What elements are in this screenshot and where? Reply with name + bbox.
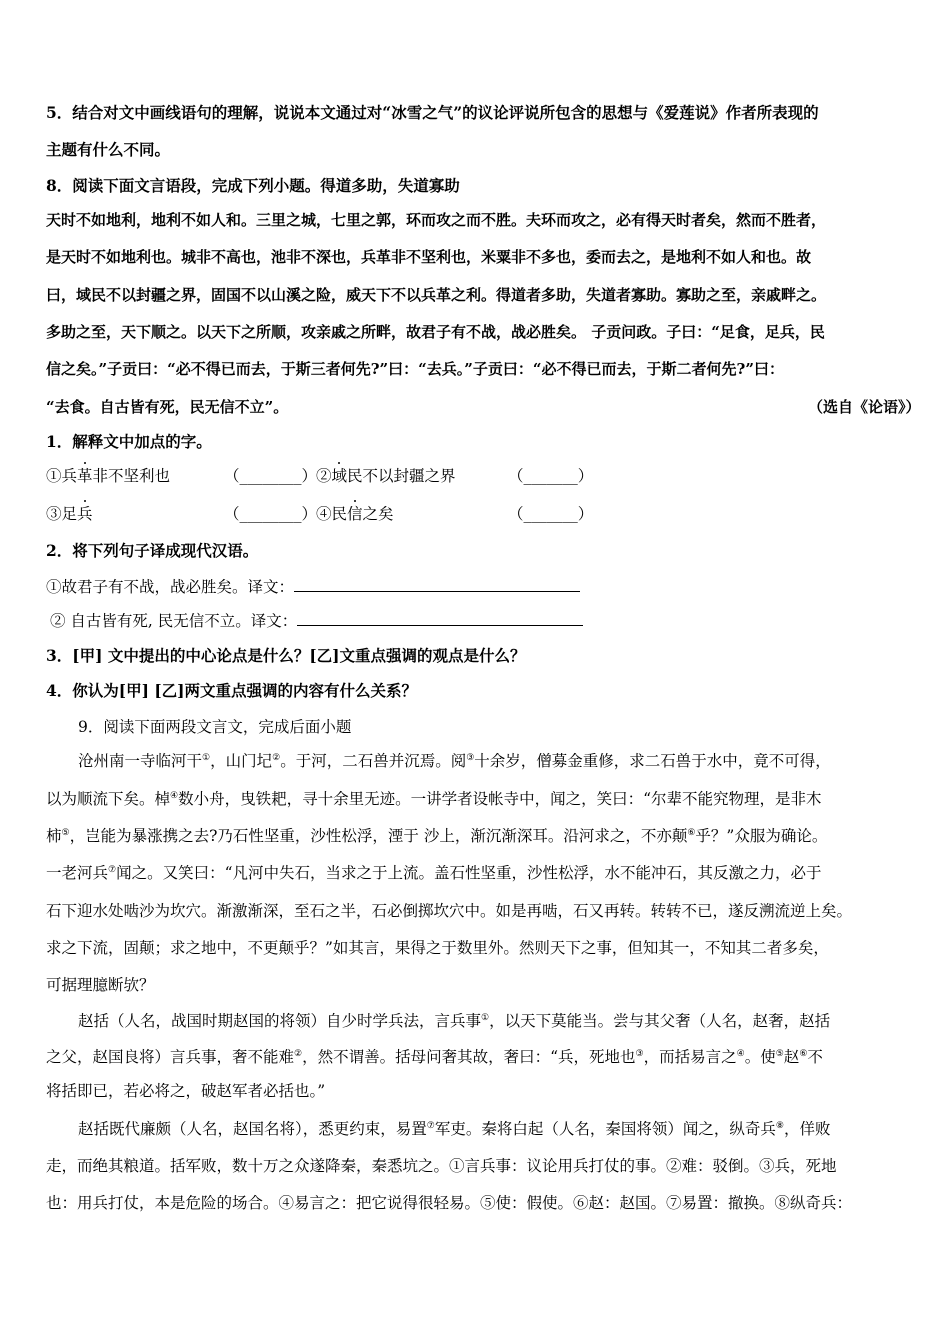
q5-line2: 主题有什么不同。 xyxy=(46,140,171,159)
q8-passage-line: 信之矣。”子贡曰：“必不得已而去，于斯三者何先?”曰：“去兵。”子贡曰：“必不得已而去，于斯二者何先?”曰： xyxy=(46,360,784,378)
q9-p3-line: 也：用兵打仗，本是危险的场合。④易言之：把它说得很轻易。⑤使：假使。⑥赵：赵国。⑦易置：撤换。⑧纵奇兵： xyxy=(46,1194,853,1212)
q9-p1-line: 石下迎水处啮沙为坎穴。渐激渐深，至石之半，石必倒掷坎穴中。如是再啮，石又再转。转转不已，遂反溯流逆上矣。 xyxy=(46,902,853,920)
q9-p1-line: 柿⑤，岂能为暴涨携之去?乃石性坚重，沙性松浮，湮于 沙上，渐沉渐深耳。沿河求之，不亦颠⑥乎？”众服为确论。 xyxy=(46,827,828,845)
q9-p1-line: 可据理臆断欤？ xyxy=(46,976,155,994)
q9-p3-line: 走，而绝其粮道。括军败，数十万之众遂降秦，秦悉坑之。①言兵事：议论用兵打仗的事。②难：驳倒。③兵，死地 xyxy=(46,1157,837,1175)
q8-sub1-item: ③足兵 xyxy=(46,505,93,523)
q8-source: （选自《论语》） xyxy=(808,398,921,416)
q8-sub2-title: 2．将下列句子译成现代汉语。 xyxy=(46,541,259,560)
q8-passage-line: 天时不如地利，地利不如人和。三里之城，七里之郭，环而攻之而不胜。夫环而攻之，必有得天时者矣，然而不胜者， xyxy=(46,211,827,229)
q8-passage-line: 多助之至，天下顺之。以天下之所顺，攻亲戚之所畔，故君子有不战，战必胜矣。 子贡问政。子曰：“足食，足兵，民 xyxy=(46,323,825,341)
q8-passage-line: 是天时不如地利也。城非不高也，池非不深也，兵革非不坚利也，米粟非不多也，委而去之，是地利不如人和也。故 xyxy=(46,248,812,266)
q9-p1-line: 一老河兵⑦闻之。又笑曰：“凡河中失石，当求之于上流。盖石性坚重，沙性松浮，水不能冲石，其反激之力，必于 xyxy=(46,864,822,882)
q8-passage-line xyxy=(46,396,921,418)
q8-passage-line: 曰，域民不以封疆之界，固国不以山溪之险，威天下不以兵革之利。得道者多助，失道者寡助。寡助之至，亲戚畔之。 xyxy=(46,286,827,304)
q9-p2-line: 将括即已，若必将之，破赵军者必括也。” xyxy=(46,1082,326,1100)
q8-sub1-item: ②域民不以封疆之界 xyxy=(316,467,456,485)
q8-sub1-answer-blank[interactable]: （________） xyxy=(224,505,318,523)
q8-sub1-answer-blank[interactable]: （_______） xyxy=(508,505,594,523)
q9-p1-line: 以为顺流下矣。棹④数小舟，曳铁耙，寻十余里无迹。一讲学者设帐寺中，闻之，笑曰：“尔辈不能究物理，是非木 xyxy=(46,790,822,808)
q8-sub1-title: 1．解释文中加点的字。 xyxy=(46,432,212,451)
q8-sub2-sentence-text: ② 自古皆有死, 民无信不立。译文： xyxy=(50,612,298,630)
q8-passage-last: “去食。自古皆有死，民无信不立”。 xyxy=(46,398,289,416)
q8-sub1-item: ④民信之矣 xyxy=(316,505,394,523)
translation-line[interactable] xyxy=(297,610,583,626)
q8-sub4: 4．你认为[甲] [乙]两文重点强调的内容有什么关系？ xyxy=(46,681,418,700)
q9-p1-line: 求之下流，固颠；求之地中，不更颠乎？”如其言，果得之于数里外。然则天下之事，但知其一，不知其二者多矣， xyxy=(46,939,829,957)
q8-sub3: 3．[甲] 文中提出的中心论点是什么？[乙]文重点强调的观点是什么？ xyxy=(46,646,526,665)
q8-sub2-sentence xyxy=(46,576,580,598)
q8-sub1-answer-blank[interactable]: （_______） xyxy=(508,467,594,485)
q9-title: 9．阅读下面两段文言文，完成后面小题 xyxy=(78,718,352,736)
q8-sub2-sentence xyxy=(50,610,583,632)
q9-p1-line: 沧州南一寺临河干①，山门圮②。于河，二石兽并沉焉。阅③十余岁，僧募金重修，求二石兽于水中，竟不可得， xyxy=(78,752,831,770)
q8-sub2-sentence-text: ①故君子有不战，战必胜矣。译文： xyxy=(46,578,295,596)
q9-p3-line: 赵括既代廉颇（人名，赵国名将），悉更约束，易置⑦军吏。秦将白起（人名，秦国将领）闻之，纵奇兵⑧，佯败 xyxy=(78,1120,831,1138)
q8-sub1-item: ①兵革非不坚利也 xyxy=(46,467,171,485)
q9-p2-line: 赵括（人名，战国时期赵国的将领）自少时学兵法，言兵事①，以天下莫能当。尝与其父奢（人名，赵奢，赵括 xyxy=(78,1012,831,1030)
q5-line1: 5．结合对文中画线语句的理解，说说本文通过对“冰雪之气”的议论评说所包含的思想与《爱莲说》作者所表现的 xyxy=(46,103,819,122)
translation-line[interactable] xyxy=(294,576,580,592)
q8-title: 8．阅读下面文言语段，完成下列小题。得道多助，失道寡助 xyxy=(46,176,460,195)
q9-p2-line: 之父，赵国良将）言兵事，奢不能难②，然不谓善。括母问奢其故，奢曰：“兵，死地也③，而括易言之④。使⑤赵⑥不 xyxy=(46,1048,823,1066)
q8-sub1-answer-blank[interactable]: （________） xyxy=(224,467,318,485)
